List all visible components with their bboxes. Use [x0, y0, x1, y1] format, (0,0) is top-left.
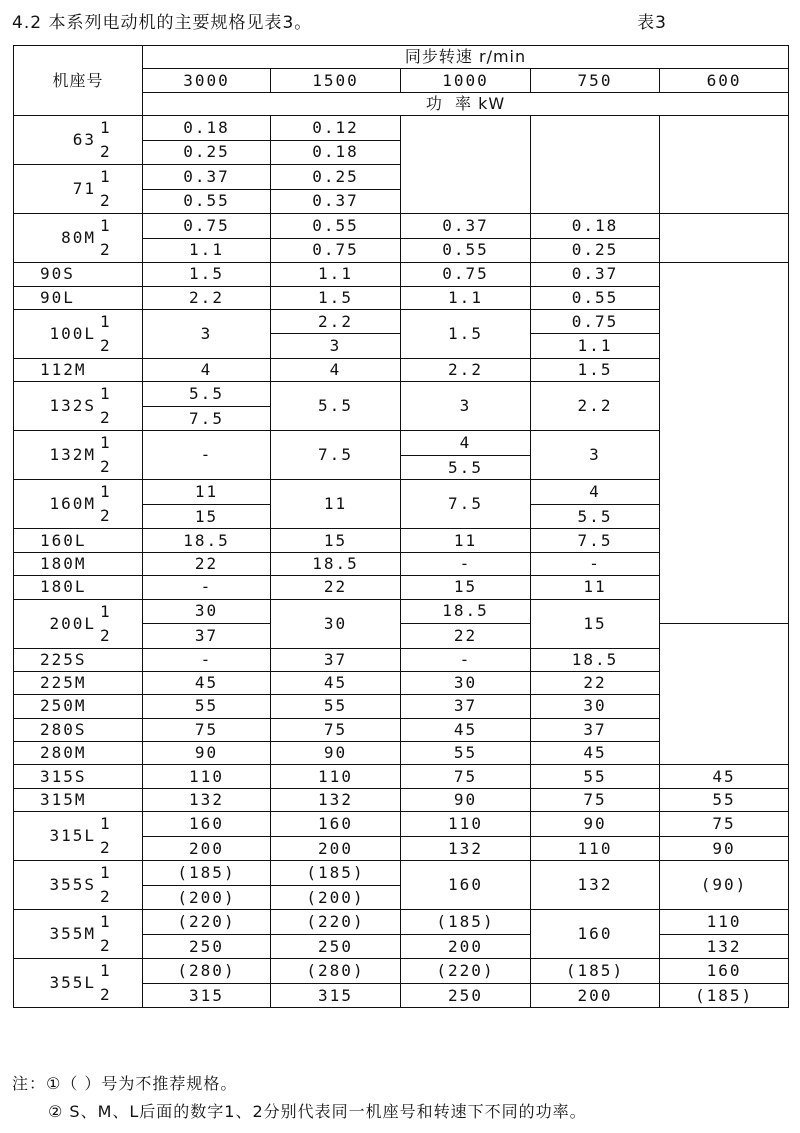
frame-size: 250M — [14, 695, 143, 718]
power-cell: 45 — [531, 742, 660, 765]
heading-text: 4.2 本系列电动机的主要规格见表3。 — [12, 13, 313, 33]
power-cell: 55 — [401, 742, 531, 765]
header-speed-value: 750 — [531, 69, 660, 92]
frame-cell — [14, 910, 143, 959]
power-cell: - — [143, 576, 271, 599]
variant-number: 2 — [100, 191, 112, 211]
empty-cell — [401, 116, 531, 214]
power-cell: 160 — [143, 812, 271, 837]
power-cell: 3 — [143, 309, 271, 358]
variant-number: 1 — [100, 863, 112, 883]
power-cell: 18.5 — [401, 599, 531, 624]
power-cell: 4 — [143, 358, 271, 381]
frame-cell — [14, 812, 143, 861]
power-cell: (280) — [143, 959, 271, 984]
note-2: ② S、M、L后面的数字1、2分别代表同一机座号和转速下不同的功率。 — [48, 1102, 587, 1121]
power-cell: 7.5 — [531, 529, 660, 552]
power-cell: 0.75 — [143, 214, 271, 239]
frame-size: 355S — [49, 875, 96, 895]
power-cell: 132 — [531, 861, 660, 910]
power-cell: - — [143, 431, 271, 480]
frame-size: 180L — [14, 576, 143, 599]
frame-size: 355L — [49, 973, 96, 993]
variant-number: 1 — [100, 216, 112, 236]
variant-number: 1 — [100, 311, 112, 331]
power-cell: 15 — [531, 599, 660, 648]
power-cell: - — [401, 648, 531, 671]
power-cell: - — [143, 648, 271, 671]
frame-cell — [14, 480, 143, 529]
variant-number: 2 — [100, 936, 112, 956]
frame-size: 160M — [49, 494, 96, 514]
power-cell: 5.5 — [143, 382, 271, 407]
power-cell: 11 — [143, 480, 271, 505]
power-cell: 3 — [531, 431, 660, 480]
power-cell: 315 — [271, 983, 401, 1008]
power-cell: 1.1 — [271, 263, 401, 286]
power-cell: 1.1 — [531, 334, 660, 359]
motor-spec-table — [13, 45, 789, 1008]
power-cell: 4 — [271, 358, 401, 381]
frame-size: 63 — [72, 130, 96, 150]
frame-size: 200L — [49, 613, 96, 633]
power-cell: 4 — [401, 431, 531, 456]
header-speed-value: 1000 — [401, 69, 531, 92]
power-cell: 75 — [143, 718, 271, 741]
power-cell: 132 — [660, 934, 789, 959]
power-cell: (220) — [271, 910, 401, 935]
table-label: 表3 — [637, 13, 667, 33]
power-cell: 160 — [401, 861, 531, 910]
power-cell: 0.25 — [531, 238, 660, 263]
power-cell: 11 — [531, 576, 660, 599]
power-cell: 55 — [660, 788, 789, 811]
frame-size: 132S — [49, 396, 96, 416]
power-cell: 75 — [401, 765, 531, 788]
power-cell: 3 — [401, 382, 531, 431]
power-cell: 7.5 — [401, 480, 531, 529]
variant-number: 1 — [100, 482, 112, 502]
power-cell: 5.5 — [401, 455, 531, 480]
power-cell: 15 — [401, 576, 531, 599]
frame-size: 80M — [61, 228, 96, 248]
power-cell: 11 — [401, 529, 531, 552]
variant-number: 1 — [100, 601, 112, 621]
power-cell: 18.5 — [531, 648, 660, 671]
header-speed-value: 3000 — [143, 69, 271, 92]
power-cell: 2.2 — [401, 358, 531, 381]
power-cell: 75 — [271, 718, 401, 741]
variant-number: 1 — [100, 118, 112, 138]
power-cell: 15 — [143, 504, 271, 529]
power-cell: 110 — [401, 812, 531, 837]
section-heading — [12, 10, 772, 36]
frame-cell — [14, 431, 143, 480]
power-cell: 250 — [143, 934, 271, 959]
power-cell: 11 — [271, 480, 401, 529]
frame-cell — [14, 599, 143, 648]
power-cell: 0.37 — [143, 165, 271, 190]
frame-size: 315M — [14, 788, 143, 811]
variant-number: 1 — [100, 961, 112, 981]
power-cell: 200 — [531, 983, 660, 1008]
frame-size: 160L — [14, 529, 143, 552]
power-cell: 37 — [143, 624, 271, 649]
power-cell: 37 — [271, 648, 401, 671]
power-cell: 45 — [143, 671, 271, 694]
power-cell: (280) — [271, 959, 401, 984]
power-cell: 132 — [271, 788, 401, 811]
power-cell: 22 — [401, 624, 531, 649]
frame-size: 100L — [49, 323, 96, 343]
power-cell: (185) — [401, 910, 531, 935]
power-cell: 90 — [143, 742, 271, 765]
power-cell: 315 — [143, 983, 271, 1008]
power-cell: 0.25 — [271, 165, 401, 190]
power-cell: 160 — [531, 910, 660, 959]
power-cell: 90 — [401, 788, 531, 811]
variant-number: 2 — [100, 335, 112, 355]
variant-number: 2 — [100, 506, 112, 526]
frame-size: 180M — [14, 552, 143, 575]
power-cell: - — [401, 552, 531, 575]
power-cell: 0.18 — [531, 214, 660, 239]
power-cell: 45 — [271, 671, 401, 694]
empty-cell — [660, 116, 789, 214]
power-cell: 1.5 — [401, 309, 531, 358]
power-cell: 0.55 — [271, 214, 401, 239]
power-cell: 7.5 — [271, 431, 401, 480]
power-cell: (200) — [271, 885, 401, 910]
power-cell: 110 — [531, 836, 660, 861]
power-cell: 132 — [401, 836, 531, 861]
frame-size: 355M — [49, 924, 96, 944]
power-cell: (90) — [660, 861, 789, 910]
power-cell: 30 — [531, 695, 660, 718]
variant-number: 2 — [100, 887, 112, 907]
variant-number: 1 — [100, 384, 112, 404]
power-cell: 22 — [271, 576, 401, 599]
power-cell: 0.55 — [531, 286, 660, 309]
frame-size: 280M — [14, 742, 143, 765]
frame-cell — [14, 959, 143, 1008]
power-cell: (185) — [660, 983, 789, 1008]
power-cell: 0.18 — [143, 116, 271, 141]
variant-number: 2 — [100, 838, 112, 858]
power-cell: 30 — [271, 599, 401, 648]
footnotes — [12, 1070, 792, 1126]
power-cell: 1.1 — [143, 238, 271, 263]
variant-number: 1 — [100, 167, 112, 187]
power-cell: 110 — [660, 910, 789, 935]
frame-size: 90S — [14, 263, 143, 286]
power-cell: 110 — [143, 765, 271, 788]
power-cell: 55 — [143, 695, 271, 718]
power-cell: 30 — [143, 599, 271, 624]
header-frame: 机座号 — [14, 46, 143, 116]
frame-size: 280S — [14, 718, 143, 741]
power-cell: 90 — [271, 742, 401, 765]
empty-cell — [531, 116, 660, 214]
power-cell: 0.18 — [271, 140, 401, 165]
variant-number: 2 — [100, 142, 112, 162]
power-cell: 1.5 — [143, 263, 271, 286]
power-cell: (185) — [271, 861, 401, 886]
power-cell: 15 — [271, 529, 401, 552]
header-speed-value: 1500 — [271, 69, 401, 92]
frame-cell — [14, 861, 143, 910]
note-1: 注：①（ ）号为不推荐规格。 — [12, 1074, 238, 1093]
frame-size: 132M — [49, 445, 96, 465]
power-cell: 0.75 — [271, 238, 401, 263]
power-cell: (220) — [143, 910, 271, 935]
power-cell: 200 — [401, 934, 531, 959]
power-cell: 90 — [660, 836, 789, 861]
power-cell: 75 — [531, 788, 660, 811]
variant-number: 2 — [100, 408, 112, 428]
variant-number: 2 — [100, 985, 112, 1005]
power-cell: (185) — [143, 861, 271, 886]
power-cell: 37 — [401, 695, 531, 718]
power-cell: 18.5 — [143, 529, 271, 552]
power-cell: 132 — [143, 788, 271, 811]
frame-cell — [14, 382, 143, 431]
power-cell: 110 — [271, 765, 401, 788]
power-cell: (185) — [531, 959, 660, 984]
power-cell: 22 — [531, 671, 660, 694]
power-cell: 1.5 — [531, 358, 660, 381]
power-cell: 250 — [271, 934, 401, 959]
power-cell: 0.37 — [531, 263, 660, 286]
frame-size: 112M — [14, 358, 143, 381]
power-cell: 0.37 — [271, 189, 401, 214]
power-cell: 75 — [660, 812, 789, 837]
frame-size: 315S — [14, 765, 143, 788]
power-cell: 200 — [143, 836, 271, 861]
variant-number: 2 — [100, 457, 112, 477]
power-cell: 3 — [271, 334, 401, 359]
power-cell: 0.37 — [401, 214, 531, 239]
power-cell: 18.5 — [271, 552, 401, 575]
power-cell: 4 — [531, 480, 660, 505]
header-power: 功 率 kW — [143, 92, 789, 115]
frame-cell — [14, 165, 143, 214]
power-cell: 2.2 — [531, 382, 660, 431]
power-cell: 2.2 — [271, 309, 401, 334]
power-cell: 55 — [271, 695, 401, 718]
power-cell: 0.55 — [143, 189, 271, 214]
power-cell: 45 — [401, 718, 531, 741]
frame-cell — [14, 116, 143, 165]
variant-number: 1 — [100, 814, 112, 834]
power-cell: 0.12 — [271, 116, 401, 141]
variant-number: 1 — [100, 433, 112, 453]
power-cell: 55 — [531, 765, 660, 788]
power-cell: 1.5 — [271, 286, 401, 309]
power-cell: (220) — [401, 959, 531, 984]
frame-cell — [14, 214, 143, 263]
power-cell: - — [531, 552, 660, 575]
power-cell: (200) — [143, 885, 271, 910]
power-cell: 160 — [660, 959, 789, 984]
power-cell: 1.1 — [401, 286, 531, 309]
power-cell: 7.5 — [143, 406, 271, 431]
power-cell: 0.25 — [143, 140, 271, 165]
variant-number: 2 — [100, 240, 112, 260]
power-cell: 0.55 — [401, 238, 531, 263]
power-cell: 90 — [531, 812, 660, 837]
power-cell: 160 — [271, 812, 401, 837]
power-cell: 22 — [143, 552, 271, 575]
frame-size: 71 — [72, 179, 96, 199]
variant-number: 1 — [100, 912, 112, 932]
frame-size: 90L — [14, 286, 143, 309]
power-cell: 0.75 — [531, 309, 660, 334]
power-cell: 5.5 — [531, 504, 660, 529]
frame-size: 315L — [49, 826, 96, 846]
power-cell: 200 — [271, 836, 401, 861]
frame-size: 225M — [14, 671, 143, 694]
frame-cell — [14, 309, 143, 358]
power-cell: 5.5 — [271, 382, 401, 431]
power-cell: 0.75 — [401, 263, 531, 286]
power-cell: 30 — [401, 671, 531, 694]
empty-cell — [660, 214, 789, 263]
power-cell: 250 — [401, 983, 531, 1008]
header-speed: 同步转速 r/min — [143, 46, 789, 69]
frame-size: 225S — [14, 648, 143, 671]
power-cell: 2.2 — [143, 286, 271, 309]
power-cell: 45 — [660, 765, 789, 788]
variant-number: 2 — [100, 625, 112, 645]
empty-cell — [660, 263, 789, 624]
header-speed-value: 600 — [660, 69, 789, 92]
power-cell: 37 — [531, 718, 660, 741]
